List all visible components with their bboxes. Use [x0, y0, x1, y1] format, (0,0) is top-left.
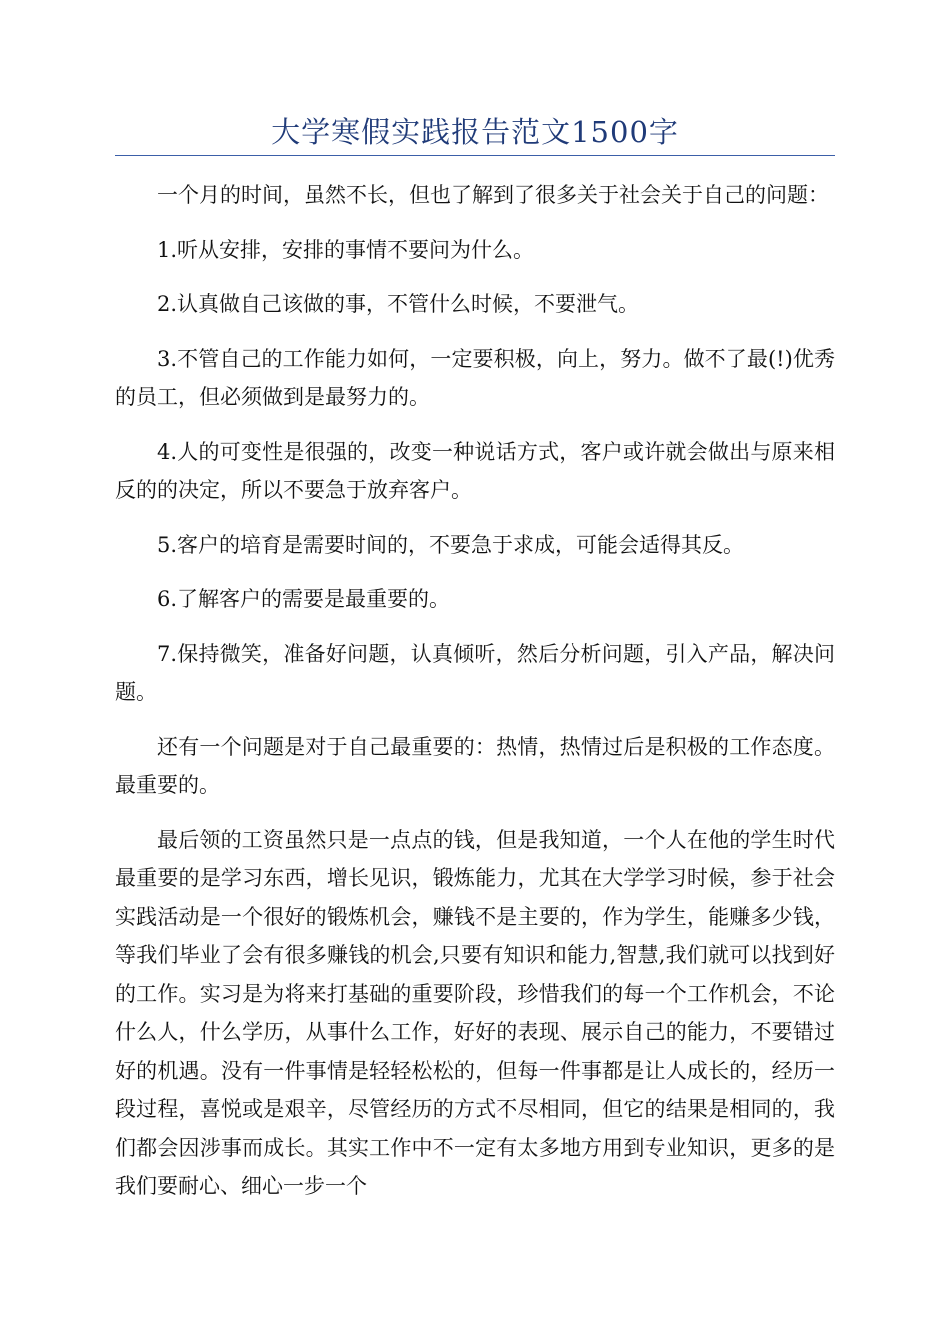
- paragraph-point-2: 2.认真做自己该做的事，不管什么时候，不要泄气。: [157, 292, 640, 316]
- title-underline: [115, 155, 835, 156]
- paragraph-point-1: 1.听从安排，安排的事情不要问为什么。: [157, 237, 535, 262]
- paragraph-intro: 一个月的时间，虽然不长，但也了解到了很多关于社会关于自己的问题：: [157, 183, 829, 207]
- paragraph-point-5: 5.客户的培育是需要时间的，不要急于求成，可能会适得其反。: [157, 532, 745, 557]
- paragraph-point-6: 6.了解客户的需要是最重要的。: [157, 587, 451, 611]
- document-title: 大学寒假实践报告范文1500字: [271, 115, 679, 149]
- document-body: [115, 176, 835, 1222]
- paragraph-enthusiasm: 还有一个问题是对于自己最重要的：热情，热情过后是积极的工作态度。最重要的。: [115, 734, 835, 797]
- paragraph-point-4: 4.人的可变性是很强的，改变一种说话方式，客户或许就会做出与原来相反的的决定，所以不要急于放弃客户。: [115, 439, 835, 502]
- paragraph-conclusion: 最后领的工资虽然只是一点点的钱，但是我知道，一个人在他的学生时代最重要的是学习东西，增长见识，锻炼能力，尤其在大学学习时候，参于社会实践活动是一个很好的锻炼机会，赚钱不是主要的，作为学生，能赚多少钱，等我们毕业了会有很多赚钱的机会,只要有知识和能力,智慧,我们就可以找到好的工作。实习是为将来打基础的重要阶段，珍惜我们的每一个工作机会，不论什么人，什么学历，从事什么工作，好好的表现、展示自己的能力，不要错过好的机遇。没有一件事情是轻轻松松的，但每一件事都是让人成长的，经历一段过程，喜悦或是艰辛，尽管经历的方式不尽相同，但它的结果是相同的，我们都会因涉事而成长。其实工作中不一定有太多地方用到专业知识，更多的是我们要耐心、细心一步一个: [115, 827, 835, 1198]
- paragraph-point-7: 7.保持微笑，准备好问题，认真倾听，然后分析问题，引入产品，解决问题。: [115, 641, 835, 704]
- paragraph-point-3: 3.不管自己的工作能力如何，一定要积极，向上，努力。做不了最(!)优秀的员工，但必须做到是最努力的。: [115, 346, 835, 409]
